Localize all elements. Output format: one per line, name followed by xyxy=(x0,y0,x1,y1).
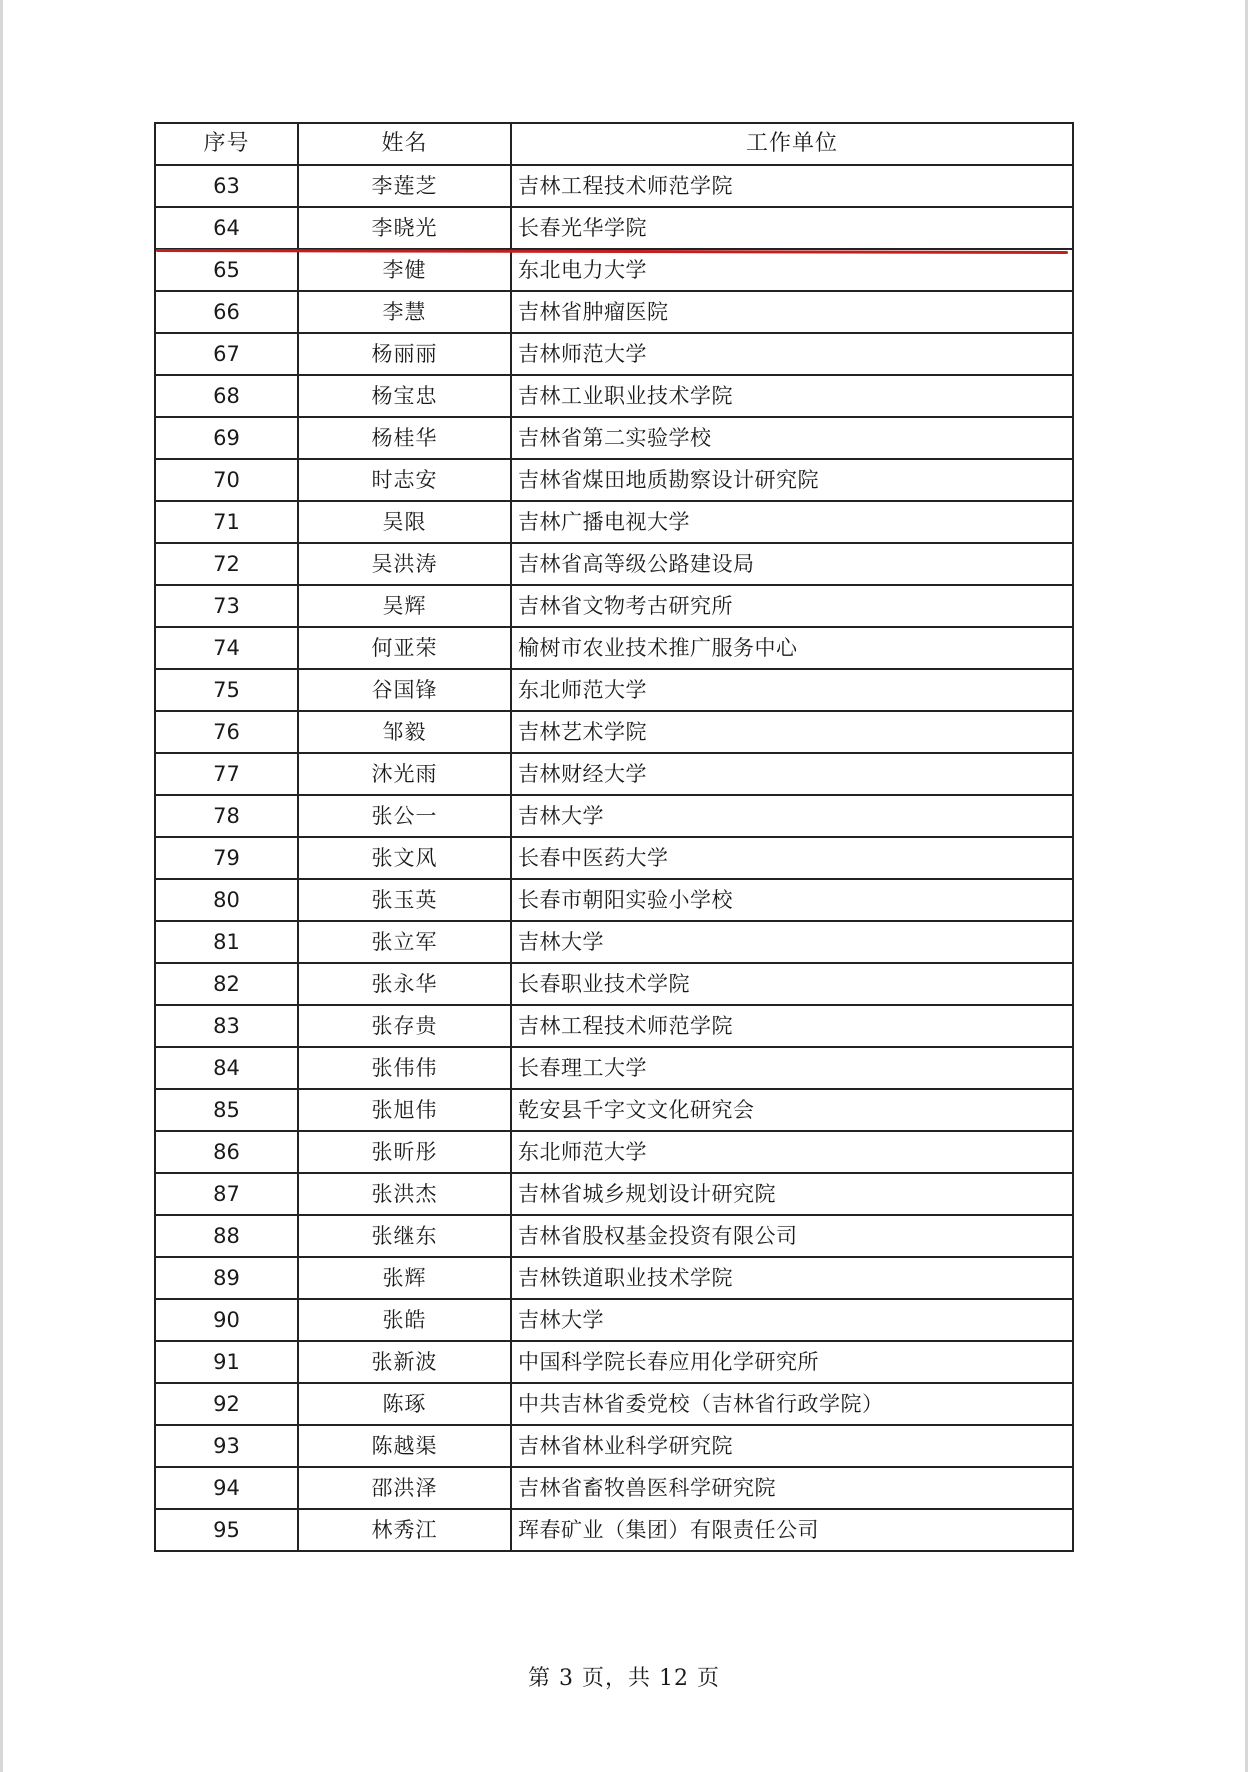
row-name: 张玉英 xyxy=(298,879,511,921)
row-name: 张继东 xyxy=(298,1215,511,1257)
table-row xyxy=(155,669,1073,711)
table-row xyxy=(155,963,1073,1005)
row-name: 杨宝忠 xyxy=(298,375,511,417)
row-name: 张旭伟 xyxy=(298,1089,511,1131)
row-name: 李晓光 xyxy=(298,207,511,249)
row-index: 74 xyxy=(155,627,298,669)
row-name: 时志安 xyxy=(298,459,511,501)
table-row xyxy=(155,921,1073,963)
row-index: 89 xyxy=(155,1257,298,1299)
row-index: 78 xyxy=(155,795,298,837)
row-index: 66 xyxy=(155,291,298,333)
row-index: 67 xyxy=(155,333,298,375)
row-unit: 吉林艺术学院 xyxy=(511,711,1073,753)
row-name: 李慧 xyxy=(298,291,511,333)
row-name: 吴限 xyxy=(298,501,511,543)
row-index: 87 xyxy=(155,1173,298,1215)
roster-table xyxy=(154,122,1074,1552)
row-unit: 吉林广播电视大学 xyxy=(511,501,1073,543)
row-name: 吴洪涛 xyxy=(298,543,511,585)
row-unit: 吉林省城乡规划设计研究院 xyxy=(511,1173,1073,1215)
table-row xyxy=(155,1383,1073,1425)
table-row xyxy=(155,1257,1073,1299)
row-unit: 吉林大学 xyxy=(511,921,1073,963)
row-unit: 吉林省股权基金投资有限公司 xyxy=(511,1215,1073,1257)
row-name: 张昕彤 xyxy=(298,1131,511,1173)
table-row xyxy=(155,1341,1073,1383)
table-row xyxy=(155,711,1073,753)
row-name: 何亚荣 xyxy=(298,627,511,669)
row-index: 79 xyxy=(155,837,298,879)
row-index: 84 xyxy=(155,1047,298,1089)
row-unit: 吉林铁道职业技术学院 xyxy=(511,1257,1073,1299)
row-unit: 长春中医药大学 xyxy=(511,837,1073,879)
table-row xyxy=(155,1131,1073,1173)
row-unit: 吉林省林业科学研究院 xyxy=(511,1425,1073,1467)
row-unit: 吉林工程技术师范学院 xyxy=(511,165,1073,207)
header-index: 序号 xyxy=(155,123,298,165)
table-row xyxy=(155,1215,1073,1257)
row-unit: 中国科学院长春应用化学研究所 xyxy=(511,1341,1073,1383)
row-index: 63 xyxy=(155,165,298,207)
row-index: 82 xyxy=(155,963,298,1005)
row-unit: 东北师范大学 xyxy=(511,1131,1073,1173)
row-index: 80 xyxy=(155,879,298,921)
row-index: 92 xyxy=(155,1383,298,1425)
table-row xyxy=(155,417,1073,459)
table-row xyxy=(155,1509,1073,1551)
header-unit: 工作单位 xyxy=(511,123,1073,165)
table-row xyxy=(155,543,1073,585)
row-index: 86 xyxy=(155,1131,298,1173)
row-unit: 吉林财经大学 xyxy=(511,753,1073,795)
row-index: 76 xyxy=(155,711,298,753)
table-row xyxy=(155,753,1073,795)
row-name: 张伟伟 xyxy=(298,1047,511,1089)
row-name: 李健 xyxy=(298,249,511,291)
row-index: 69 xyxy=(155,417,298,459)
row-index: 70 xyxy=(155,459,298,501)
table-row xyxy=(155,333,1073,375)
page-number: 第 3 页，共 12 页 xyxy=(528,1666,720,1691)
row-name: 邵洪泽 xyxy=(298,1467,511,1509)
row-name: 陈琢 xyxy=(298,1383,511,1425)
row-name: 谷国锋 xyxy=(298,669,511,711)
row-index: 73 xyxy=(155,585,298,627)
roster-body xyxy=(155,165,1073,1551)
row-unit: 吉林工业职业技术学院 xyxy=(511,375,1073,417)
row-index: 71 xyxy=(155,501,298,543)
table-row xyxy=(155,879,1073,921)
table-row xyxy=(155,795,1073,837)
row-name: 杨桂华 xyxy=(298,417,511,459)
row-index: 91 xyxy=(155,1341,298,1383)
table-row xyxy=(155,585,1073,627)
row-unit: 吉林省煤田地质勘察设计研究院 xyxy=(511,459,1073,501)
row-index: 68 xyxy=(155,375,298,417)
row-unit: 吉林工程技术师范学院 xyxy=(511,1005,1073,1047)
table-row xyxy=(155,1005,1073,1047)
row-unit: 珲春矿业（集团）有限责任公司 xyxy=(511,1509,1073,1551)
row-name: 张新波 xyxy=(298,1341,511,1383)
row-unit: 吉林省高等级公路建设局 xyxy=(511,543,1073,585)
table-row xyxy=(155,1089,1073,1131)
row-index: 77 xyxy=(155,753,298,795)
row-unit: 长春理工大学 xyxy=(511,1047,1073,1089)
row-unit: 中共吉林省委党校（吉林省行政学院） xyxy=(511,1383,1073,1425)
row-unit: 长春市朝阳实验小学校 xyxy=(511,879,1073,921)
row-index: 64 xyxy=(155,207,298,249)
table-row xyxy=(155,165,1073,207)
header-row xyxy=(155,123,1073,165)
row-name: 张皓 xyxy=(298,1299,511,1341)
row-index: 81 xyxy=(155,921,298,963)
row-name: 林秀江 xyxy=(298,1509,511,1551)
row-unit: 吉林师范大学 xyxy=(511,333,1073,375)
row-name: 张洪杰 xyxy=(298,1173,511,1215)
table-row xyxy=(155,1299,1073,1341)
row-index: 85 xyxy=(155,1089,298,1131)
table-row xyxy=(155,291,1073,333)
row-unit: 吉林省畜牧兽医科学研究院 xyxy=(511,1467,1073,1509)
table-row xyxy=(155,1047,1073,1089)
row-index: 65 xyxy=(155,249,298,291)
row-index: 94 xyxy=(155,1467,298,1509)
table-row xyxy=(155,375,1073,417)
row-unit: 榆树市农业技术推广服务中心 xyxy=(511,627,1073,669)
table-row xyxy=(155,837,1073,879)
row-unit: 吉林省第二实验学校 xyxy=(511,417,1073,459)
table-row xyxy=(155,1467,1073,1509)
table-row xyxy=(155,627,1073,669)
table-row xyxy=(155,501,1073,543)
row-index: 88 xyxy=(155,1215,298,1257)
row-name: 张文风 xyxy=(298,837,511,879)
table-row xyxy=(155,249,1073,291)
header-name: 姓名 xyxy=(298,123,511,165)
row-name: 张辉 xyxy=(298,1257,511,1299)
row-unit: 长春职业技术学院 xyxy=(511,963,1073,1005)
row-name: 陈越渠 xyxy=(298,1425,511,1467)
row-unit: 吉林大学 xyxy=(511,795,1073,837)
row-index: 75 xyxy=(155,669,298,711)
row-index: 95 xyxy=(155,1509,298,1551)
row-index: 72 xyxy=(155,543,298,585)
row-name: 沐光雨 xyxy=(298,753,511,795)
row-name: 张立军 xyxy=(298,921,511,963)
row-unit: 吉林大学 xyxy=(511,1299,1073,1341)
row-index: 93 xyxy=(155,1425,298,1467)
row-unit: 东北师范大学 xyxy=(511,669,1073,711)
row-name: 张公一 xyxy=(298,795,511,837)
table-row xyxy=(155,207,1073,249)
table-row xyxy=(155,459,1073,501)
row-name: 吴辉 xyxy=(298,585,511,627)
row-index: 83 xyxy=(155,1005,298,1047)
table-row xyxy=(155,1425,1073,1467)
row-name: 邹毅 xyxy=(298,711,511,753)
row-name: 杨丽丽 xyxy=(298,333,511,375)
row-unit: 吉林省文物考古研究所 xyxy=(511,585,1073,627)
row-name: 李莲芝 xyxy=(298,165,511,207)
row-index: 90 xyxy=(155,1299,298,1341)
table-row xyxy=(155,1173,1073,1215)
row-unit: 东北电力大学 xyxy=(511,249,1073,291)
row-name: 张永华 xyxy=(298,963,511,1005)
row-name: 张存贵 xyxy=(298,1005,511,1047)
row-unit: 吉林省肿瘤医院 xyxy=(511,291,1073,333)
row-unit: 长春光华学院 xyxy=(511,207,1073,249)
row-unit: 乾安县千字文文化研究会 xyxy=(511,1089,1073,1131)
